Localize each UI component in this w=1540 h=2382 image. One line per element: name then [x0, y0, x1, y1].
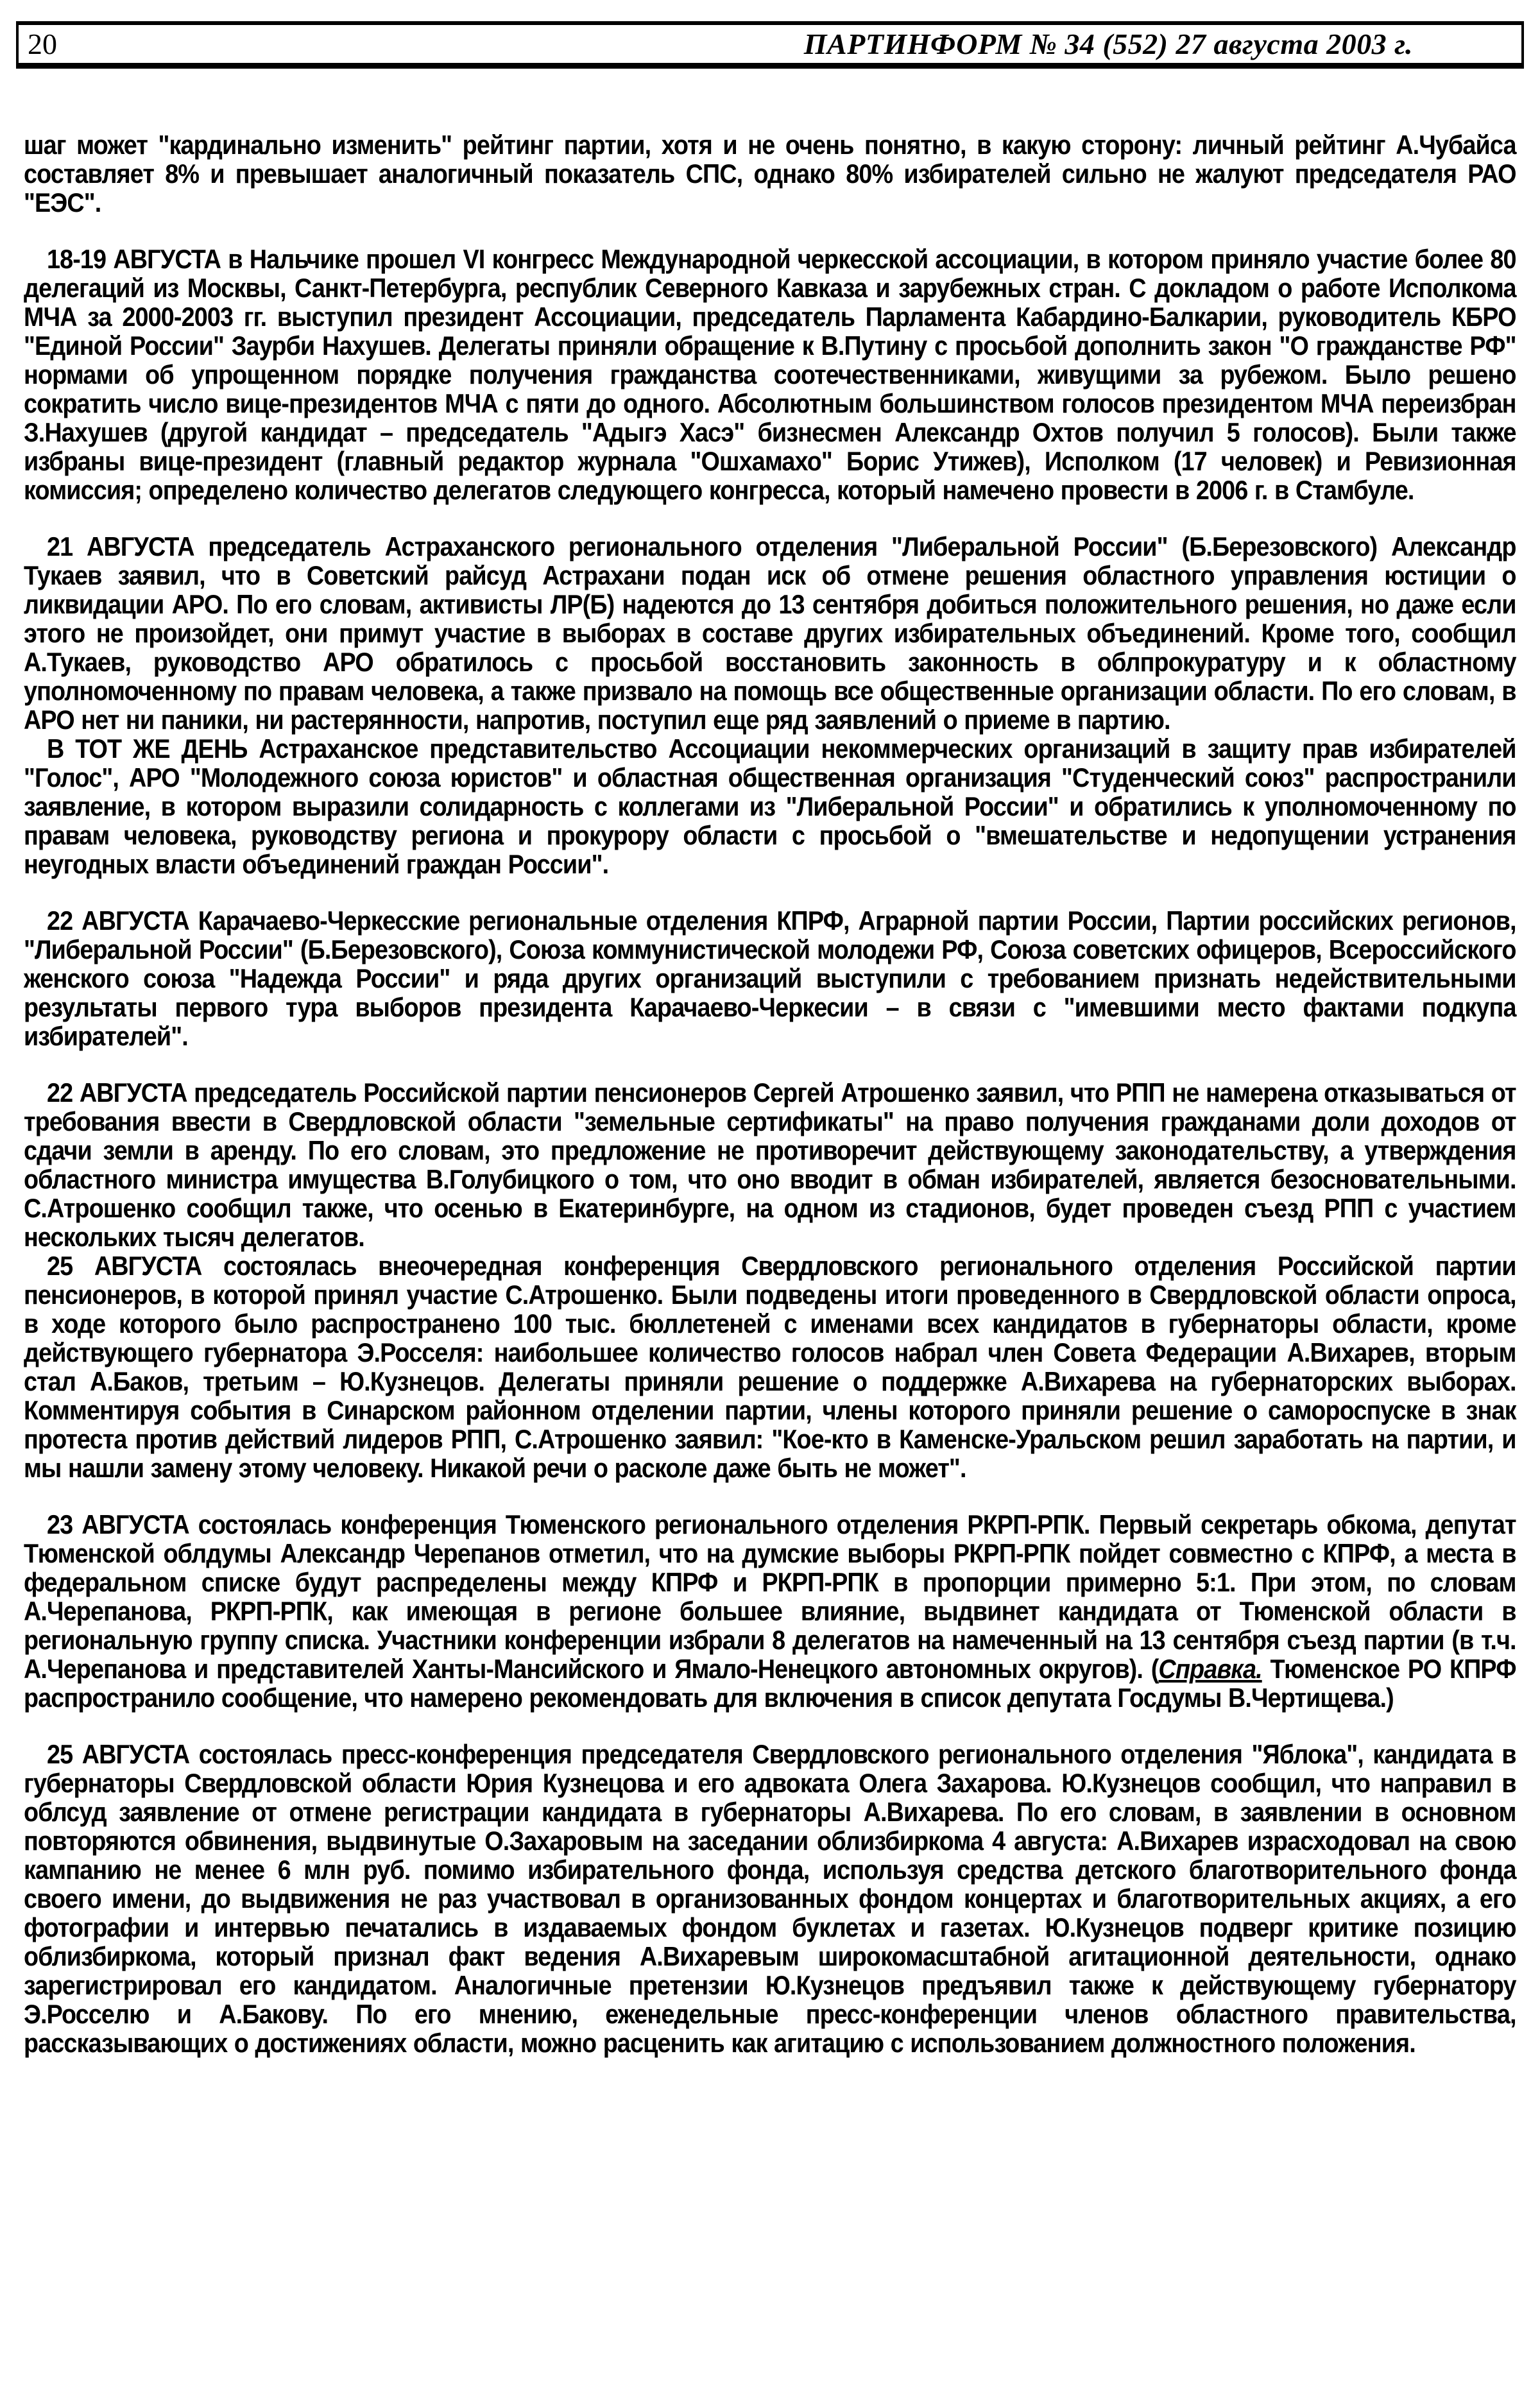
paragraph-continuation: шаг может "кардинально изменить" рейтинг партии, хотя и не очень понятно, в какую сторону: личный рейтинг А.Чубайса составляет 8% и превышает аналогичный показатель СПС, однако 80% избирателей сильно не жалуют председателя РАО "ЕЭС".: [24, 130, 1516, 218]
paragraph-22-aug-pensioners: 22 АВГУСТА председатель Российской партии пенсионеров Сергей Атрошенко заявил, что РПП не намерена отказываться от требования ввести в Свердловской области "земельные сертификаты" на право получения гражданами доли доходов от сдачи земли в аренду. По его словам, это предложение не противоречит действующему законодательству, а утверждения областного министра имущества В.Голубицкого о том, что оно вводит в обман избирателей, является безосновательными. С.Атрошенко сообщил также, что осенью в Екатеринбурге, на одном из стадионов, будет проведен съезд РПП с участием нескольких тысяч делегатов.: [24, 1077, 1516, 1252]
paragraph-22-aug-karachay: 22 АВГУСТА Карачаево-Черкесские региональные отделения КПРФ, Аграрной партии России, Партии российских регионов, "Либеральной России" (Б.Березовского), Союза коммунистической молодежи РФ, Союза советских офицеров, Всероссийского женского союза "Надежда России" и ряда других организаций выступили с требованием признать недействительными результаты первого тура выборов президента Карачаево-Черкесии – в связи с "имевшими место фактами подкупа избирателей".: [24, 905, 1516, 1051]
page-header: [16, 21, 1524, 69]
paragraph-text-before-spravka: 23 АВГУСТА состоялась конференция Тюменского регионального отделения РКРП-РПК. Первый секретарь обкома, депутат Тюменской облдумы Александр Черепанов отметил, что на думские выборы РКРП-РПК пойдет совместно с КПРФ, а места в федеральном списке будут распределены между КПРФ и РКРП-РПК в пропорции примерно 5:1. При этом, по словам А.Черепанова, РКРП-РПК, как имеющая в регионе большее влияние, выдвинет кандидата от Тюменской области в региональную группу списка. Участники конференции избрали 8 делегатов на намеченный на 13 сентября съезд партии (в т.ч. А.Черепанова и представителей Ханты-Мансийского и Ямало-Ненецкого автономных округов). (: [24, 1509, 1516, 1684]
page-number: 20: [28, 27, 57, 60]
journal-title: ПАРТИНФОРМ № 34 (552) 27 августа 2003 г.: [803, 27, 1413, 60]
spravka-label: Справка.: [1158, 1654, 1262, 1684]
newsletter-body: [24, 130, 1516, 2057]
paragraph-23-aug-tyumen: [24, 1510, 1516, 1712]
paragraph-18-19-aug-congress: 18-19 АВГУСТА в Нальчике прошел VI конгресс Международной черкесской ассоциации, в котором приняло участие более 80 делегаций из Москвы, Санкт-Петербурга, республик Северного Кавказа и зарубежных стран. С докладом о работе Исполкома МЧА за 2000-2003 гг. выступил президент Ассоциации, председатель Парламента Кабардино-Балкарии, руководитель КБРО "Единой России" Заурби Нахушев. Делегаты приняли обращение к В.Путину с просьбой дополнить закон "О гражданстве РФ" нормами об упрощенном порядке получения гражданства соотечественниками, живущими за рубежом. Было решено сократить число вице-президентов МЧА с пяти до одного. Абсолютным большинством голосов президентом МЧА переизбран З.Нахушев (другой кандидат – председатель "Адыгэ Хасэ" бизнесмен Александр Охтов получил 5 голосов). Были также избраны вице-президент (главный редактор журнала "Ошхамахо" Борис Утижев), Исполком (17 человек) и Ревизионная комиссия; определено количество делегатов следующего конгресса, который намечено провести в 2006 г. в Стамбуле.: [24, 244, 1516, 505]
paragraph-21-aug-astrakhan: 21 АВГУСТА председатель Астраханского регионального отделения "Либеральной России" (Б.Березовского) Александр Тукаев заявил, что в Советский райсуд Астрахани подан иск об отмене решения областного управления юстиции о ликвидации АРО. По его словам, активисты ЛР(Б) надеются до 13 сентября добиться положительного решения, но даже если этого не произойдет, они примут участие в выборах в составе других избирательных объединений. Кроме того, сообщил А.Тукаев, руководство АРО обратилось с просьбой восстановить законность в облпрокуратуру и к областному уполномоченному по правам человека, а также призвало на помощь все общественные организации области. По его словам, в АРО нет ни паники, ни растерянности, напротив, поступил еще ряд заявлений о приеме в партию.: [24, 531, 1516, 735]
paragraph-25-aug-yabloko: 25 АВГУСТА состоялась пресс-конференция председателя Свердловского регионального отделения "Яблока", кандидата в губернаторы Свердловской области Юрия Кузнецова и его адвоката Олега Захарова. Ю.Кузнецов сообщил, что направил в облсуд заявление от отмене регистрации кандидата в губернаторы А.Вихарева. По его словам, в заявлении в основном повторяются обвинения, выдвинутые О.Захаровым на заседании облизбиркома 4 августа: А.Вихарев израсходовал на свою кампанию не менее 6 млн руб. помимо избирательного фонда, используя средства детского благотворительного фонда своего имени, до выдвижения не раз участвовал в организованных фондом концертах и благотворительных акциях, а его фотографии и интервью печатались в издаваемых фондом буклетах и газетах. Ю.Кузнецов подверг критике позицию облизбиркома, который признал факт ведения А.Вихаревым широкомасштабной агитационной деятельности, однако зарегистрировал его кандидатом. Аналогичные претензии Ю.Кузнецов предъявил также к действующему губернатору Э.Росселю и А.Бакову. По его мнению, еженедельные пресс-конференции членов областного правительства, рассказывающих о достижениях области, можно расценить как агитацию с использованием должностного положения.: [24, 1739, 1516, 2058]
paragraph-25-aug-sverdlovsk-conf: 25 АВГУСТА состоялась внеочередная конференция Свердловского регионального отделения Российской партии пенсионеров, в которой принял участие С.Атрошенко. Были подведены итоги проведенного в Свердловской области опроса, в ходе которого было распространено 100 тыс. бюллетеней с именами всех кандидатов в губернаторы области, кроме действующего губернатора Э.Росселя: наибольшее количество голосов набрал член Совета Федерации А.Вихарев, вторым стал А.Баков, третьим – Ю.Кузнецов. Делегаты приняли решение о поддержке А.Вихарева на губернаторских выборах. Комментируя события в Синарском районном отделении партии, члены которого приняли решение о самороспуске в знак протеста против действий лидеров РПП, С.Атрошенко заявил: "Кое-кто в Каменске-Уральском решил заработать на партии, и мы нашли замену этому человеку. Никакой речи о расколе даже быть не может".: [24, 1251, 1516, 1483]
paragraph-same-day-golos: В ТОТ ЖЕ ДЕНЬ Астраханское представительство Ассоциации некоммерческих организаций в защиту прав избирателей "Голос", АРО "Молодежного союза юристов" и областная общественная организация "Студенческий союз" распространили заявление, в котором выразили солидарность с коллегами из "Либеральной России" и обратились к уполномоченному по правам человека, руководству региона и прокурору области с просьбой о "вмешательстве и недопущении устранения неугодных власти объединений граждан России".: [24, 733, 1516, 879]
paragraph-text-after-spravka: Тюменское РО КПРФ распространило сообщение, что намерено рекомендовать для включения в список депутата Госдумы В.Чертищева.): [24, 1654, 1516, 1713]
